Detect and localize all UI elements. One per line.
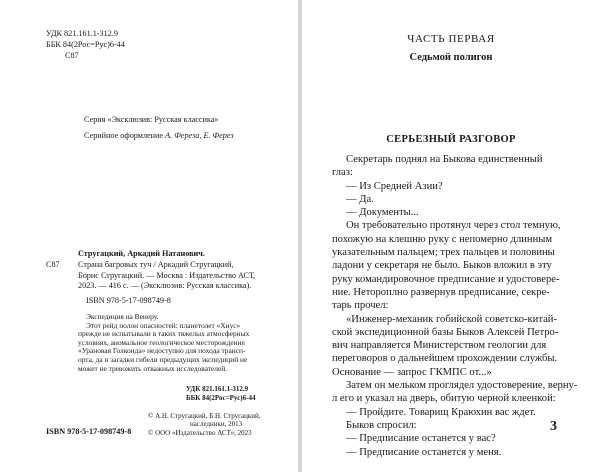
text-line: Быков спросил: [346,419,417,431]
text-line: — Да. [346,193,374,205]
text-line: — Из Средней Азии? [346,180,443,192]
annotation-line: может не тревожить отважных исследователей. [78,363,228,373]
part-title: ЧАСТЬ ПЕРВАЯ [407,33,495,45]
catalog-line: Борис Стругацкий. — Москва : Издательство АСТ, [78,270,256,280]
part-subtitle: Седьмой полигон [409,52,493,63]
catalog-author-heading: Стругацкий, Аркадий Натанович. [78,249,205,258]
udk-code: УДК 821.161.1-312.9 [46,29,118,38]
text-line: л его и указал на дверь, обитую черной клеенкой: [332,393,556,405]
text-line: руку командировочное предписание и удостовере- [332,273,560,285]
body-text [332,153,582,459]
copyright-line: © А.Н. Стругацкий, Б.Н. Стругацкий, [148,412,261,420]
text-line: вич направляется Министерством геологии для [332,340,547,352]
text-line: ской экспедиционной базы Быков Алексей Петро- [332,326,559,338]
copyright [148,412,296,437]
annotation-line: орта, да и загадки гибели предыдущих экспедиций не [78,354,248,364]
copyright-line: наследники, 2013 [190,420,243,429]
left-page [0,0,298,472]
chapter-title: СЕРЬЕЗНЫЙ РАЗГОВОР [386,134,516,145]
text-line: — Документы... [346,207,419,219]
text-line: переговоров о дальнейшем прохождении службы. [332,353,558,365]
text-line: глаз: [332,167,353,179]
text-line: Секретарь поднял на Быкова единственный [346,154,543,165]
annotation [78,313,294,373]
annotation-line: условиях, аномальное геологическое месторождение [78,337,245,347]
series-design-names: А. Фереза, Е. Ферез [165,131,234,140]
series-design-prefix: Серийное оформление [84,131,166,140]
annotation-line: «Урановая Голконда» недоступно для похода трансп- [78,346,246,356]
text-line: Он требовательно протянул через стол темную, [346,220,561,232]
author-sign-code: С87 [65,51,79,60]
series-name: Серия «Эксклюзив: Русская классика» [84,115,219,124]
text-line: Основание — запрос ГКМПС от...» [332,366,492,378]
text-line: ладони у секретаря не было. Быков вложил в эту [332,260,552,272]
copyright-line: © ООО «Издательство АСТ», 2023 [148,428,252,437]
text-line: «Инженер-механик гобийской советско-китай- [346,313,557,325]
bbk-code: ББК 84(2Рос=Рус)6-44 [46,40,125,49]
bbk-bottom: ББК 84(2Рос=Рус)6-44 [186,394,256,402]
right-page [302,0,600,472]
text-line: похожую на клешню руку с непомерно длинным [332,233,553,245]
series-design [84,131,234,142]
isbn-bottom: ISBN 978-5-17-098749-8 [46,427,132,436]
text-line: указательным пальцем; трех пальцев и половины [332,247,555,259]
text-line: — Предписание останется у меня. [346,446,502,458]
text-line: ние. Нетороплно развернув предписание, секре- [332,286,550,298]
annotation-line: прежде не испытывали в таких тяжелых атмосферных [78,329,250,339]
catalog-entry [78,260,294,292]
catalog-isbn: ISBN 978-5-17-098749-8 [86,296,171,305]
page-number: 3 [550,419,557,434]
text-line: Затем он мельком проглядел удостоверение, верну- [346,380,578,392]
text-line: — Предписание останется у вас? [346,433,496,445]
annotation-line: Этот рейд полон опасностей: планетолет «Хиус» [86,320,241,330]
udk-bottom: УДК 821.161.1-312.9 [186,385,249,393]
catalog-line: Страна багровых туч / Аркадий Стругацкий, [78,260,234,269]
catalog-line: 2023. — 416 с. — (Эксклюзив: Русская классика). [78,281,252,291]
annotation-line: Экспедиция на Венеру. [86,312,159,321]
catalog-code: С87 [46,260,60,269]
text-line: — Пройдите. Товарищ Краюхин вас ждет. [346,406,536,418]
text-line: тарь прочел: [332,300,389,312]
